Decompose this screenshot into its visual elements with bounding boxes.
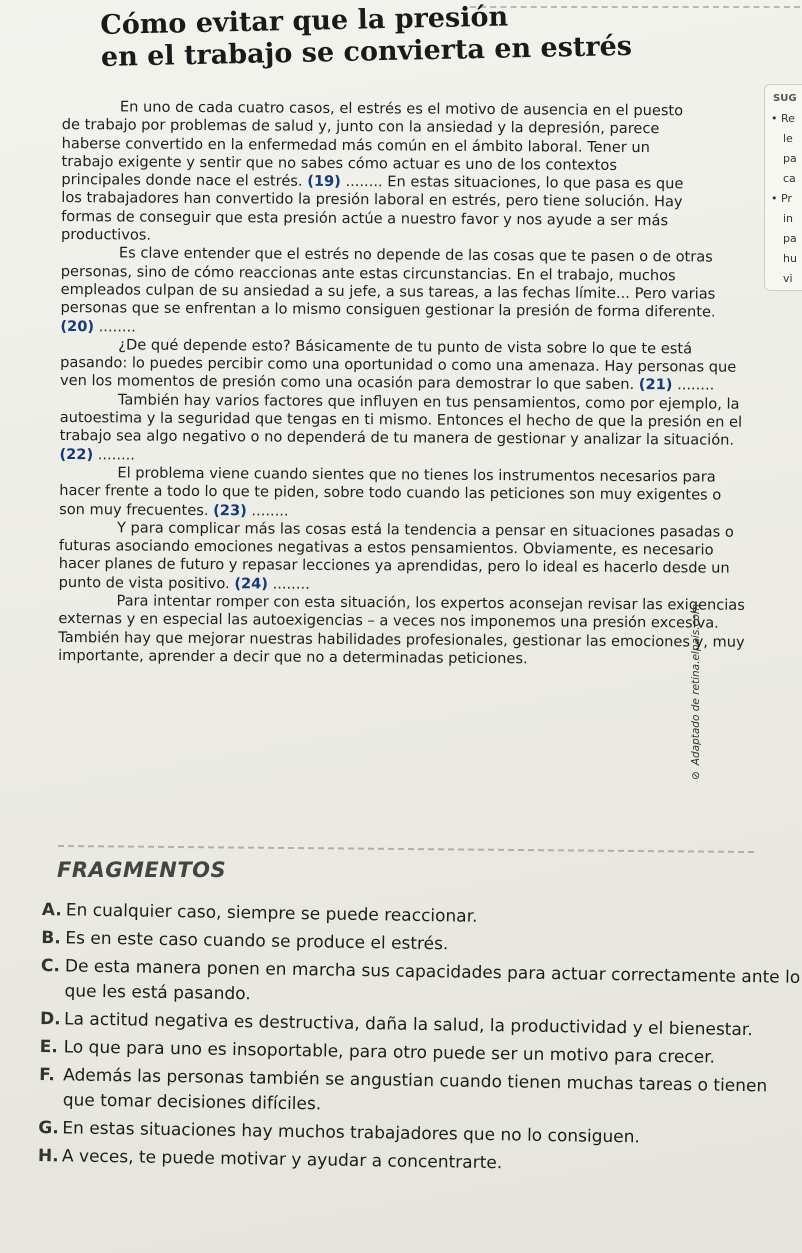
gap-number: (23) — [213, 501, 247, 519]
paragraph: Para intentar romper con esta situación, los expertos aconsejan revisar las exigencias externas y en especial las autoexigencias – a veces nos imponemos una presión excesiva. También hay que mejorar nuestras habilidades profesionales, gestionar las emociones y, muy importante, aprender a decir que no a determinadas peticiones. — [58, 592, 745, 668]
sidebar-line: vi — [783, 272, 793, 285]
sidebar-line: le — [783, 132, 793, 145]
sidebar-line: pa — [783, 152, 797, 165]
fragments-list — [38, 898, 802, 1184]
gap-number: (24) — [234, 574, 269, 593]
gap-blank[interactable]: ........ — [272, 575, 310, 593]
fragment-text: De esta manera ponen en marcha sus capacidades para actuar correctamente ante lo que les está pasando. — [64, 956, 801, 1005]
fragment-text: En cualquier caso, siempre se puede reaccionar. — [65, 900, 478, 927]
section-divider — [58, 845, 754, 853]
suggestions-sidebar — [764, 84, 802, 291]
fragment-letter: H. — [37, 1145, 59, 1167]
fragment-item[interactable] — [39, 1063, 800, 1125]
article-title — [100, 0, 701, 74]
sidebar-line: ca — [783, 172, 796, 185]
gap-number: (22) — [59, 445, 94, 463]
fragment-item[interactable] — [40, 954, 801, 1016]
fragment-text: A veces, te puede motivar y ayudar a concentrarte. — [61, 1146, 503, 1174]
paragraph: En uno de cada cuatro casos, el estrés es el motivo de ausencia en el puesto de trabajo por problemas de salud y, junto con la ansiedad y la depresión, parece haberse convertido en la enfermedad más común en el ámbito laboral. Tener un trabajo exigente y sentir que no sabes cómo actuar es uno de los contextos principales donde nace el estrés. (19) ........ En estas situaciones, lo que pasa es que los trabajadores han convertido la presión laboral en estrés, pero tiene solución. Hay formas de conseguir que esta presión actúe a nuestro favor y nos ayude a ser más productivos. — [60, 98, 684, 244]
fragment-letter: E. — [39, 1036, 58, 1058]
paragraph: Y para complicar más las cosas está la tendencia a pensar en situaciones pasadas o futuras asociando emociones negativas a estos pensamientos. Obviamente, es necesario hacer planes de futuro y repasar lecciones ya aprendidas, pero lo ideal es hacerlo desde un punto de vista positivo. (24) ........ — [58, 519, 734, 593]
paragraph: También hay varios factores que influyen en tus pensamientos, como por ejemplo, la autoestima y la seguridad que tengas en ti mismo. Entonces el hecho de que la presión en el trabajo sea algo negativo o no dependerá de tu manera de gestionar y analizar la situación. (22) ........ — [59, 391, 743, 464]
sidebar-title: SUG — [773, 93, 797, 104]
fragment-text: Además las personas también se angustian cuando tienen muchas tareas o tienen que tomar decisiones difíciles. — [62, 1065, 768, 1115]
source-icon: ⊘ — [690, 771, 702, 780]
title-line-1: Cómo evitar que la presión — [100, 1, 509, 41]
gap-blank[interactable]: ........ — [251, 501, 289, 520]
fragment-letter: B. — [41, 927, 61, 949]
sidebar-line: in — [783, 212, 794, 225]
paragraph: Es clave entender que el estrés no depende de las cosas que te pasen o de otras personas, sino de cómo reaccionas ante estas circunstancias. En el trabajo, muchos empleados culpan de su ansiedad a su jefe, a sus tareas, a las fechas límite... Pero varias personas que se enfrentan a lo mismo consiguen gestionar la presión de forma diferente. (20) ........ — [60, 244, 716, 336]
fragment-text: La actitud negativa es destructiva, daña la salud, la productividad y el bienestar. — [63, 1009, 753, 1041]
gap-number: (21) — [638, 376, 673, 394]
sidebar-line: hu — [783, 252, 797, 265]
fragment-text: Lo que para uno es insoportable, para otro puede ser un motivo para crecer. — [63, 1037, 716, 1068]
paragraph: ¿De qué depende esto? Básicamente de tu punto de vista sobre lo que te está pasando: lo puedes percibir como una oportunidad o como una amenaza. Hay personas que ven los momentos de presión como una ocasión para demostrar lo que saben. (21) ........ — [59, 336, 737, 395]
fragment-letter: D. — [39, 1008, 61, 1030]
gap-blank[interactable]: ........ — [677, 376, 715, 395]
sidebar-line: • Re — [771, 112, 795, 125]
gap-number: (20) — [60, 317, 95, 335]
fragment-letter: G. — [38, 1117, 59, 1139]
fragments-heading: FRAGMENTOS — [57, 858, 227, 882]
sidebar-line: pa — [783, 232, 797, 245]
article-body — [58, 98, 752, 670]
gap-blank[interactable]: ........ — [98, 317, 136, 336]
paragraph: El problema viene cuando sientes que no tienes los instrumentos necesarios para hacer frente a todo lo que te piden, sobre todo cuando las peticiones son muy exigentes o son muy frecuentes. (23) ........ — [59, 464, 722, 520]
sidebar-line: • Pr — [771, 192, 792, 205]
fragment-letter: A. — [41, 899, 62, 921]
gap-blank[interactable]: ........ — [345, 173, 383, 191]
fragment-text: En estas situaciones hay muchos trabajadores que no lo consiguen. — [62, 1118, 641, 1148]
source-credit-text: Adaptado de retina.elpais.com — [690, 603, 702, 766]
fragment-letter: C. — [40, 955, 61, 977]
gap-blank[interactable]: ........ — [97, 445, 135, 464]
fragment-text: Es en este caso cuando se produce el estrés. — [65, 928, 449, 955]
title-line-2: en el trabajo se convierta en estrés — [100, 30, 633, 73]
fragment-letter: F. — [39, 1064, 55, 1086]
gap-number: (19) — [307, 172, 341, 191]
source-credit — [690, 540, 702, 780]
